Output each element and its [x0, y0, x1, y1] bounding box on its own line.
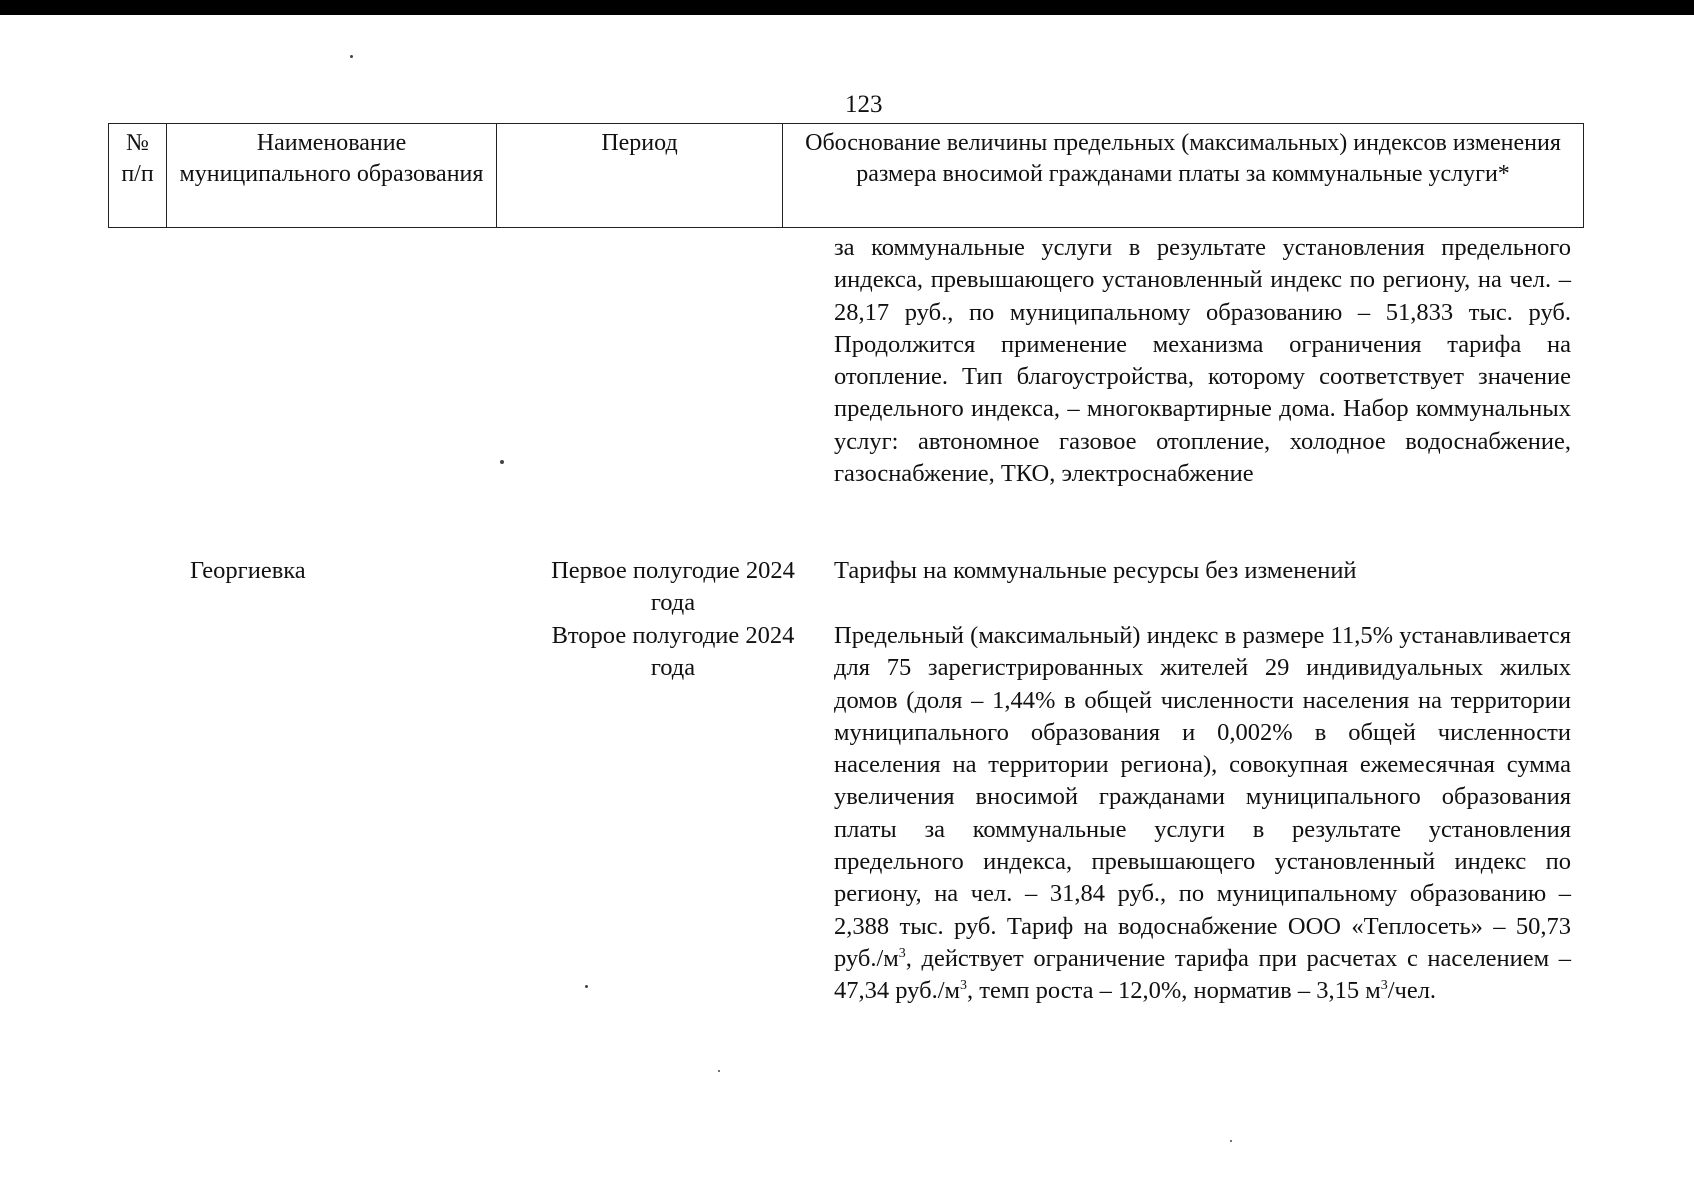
justification-first-half: Тарифы на коммунальные ресурсы без изменений	[834, 557, 1357, 584]
header-row	[109, 124, 1584, 228]
header-col-period: Период	[497, 124, 783, 228]
scan-speck	[500, 460, 504, 464]
scan-speck	[350, 55, 353, 58]
justification-text-a: Предельный (максимальный) индекс в размере 11,5% устанавливается для 75 зарегистрированных жителей 29 индивидуальных жилых домов (доля – 1,44% в общей численности населения на территории муниципального образования и 0,002% в общей численности населения на территории региона), совокупная ежемесячная сумма увеличения вносимой гражданами муниципального образования платы за коммунальные услуги в результате установления предельного индекса, превышающего установленный индекс по региону, на чел. – 31,84 руб., по муниципальному образованию – 2,388 тыс. руб. Тариф на водоснабжение ООО «Теплосеть» – 50,73 руб./м	[834, 622, 1571, 972]
header-col-number: № п/п	[109, 124, 167, 228]
superscript-cubic-1: 3	[898, 945, 906, 961]
justification-text-c: , темп роста – 12,0%, норматив – 3,15 м	[967, 977, 1381, 1005]
scan-top-border	[0, 0, 1694, 15]
period-first-half: Первое полугодие 2024 года	[551, 557, 795, 617]
justification-second-half	[834, 620, 1571, 1008]
scan-speck	[718, 1070, 720, 1072]
justification-text-b: , действует ограничение тарифа при расчетах с населением – 47,34 руб./м	[834, 944, 1571, 1005]
scan-speck	[585, 985, 588, 988]
superscript-cubic-3: 3	[1380, 978, 1388, 994]
table-header	[108, 123, 1584, 228]
header-col-municipality: Наименование муниципального образования	[167, 124, 497, 228]
justification-text-d: /чел.	[1387, 977, 1437, 1005]
continuation-justification: за коммунальные услуги в результате установления предельного индекса, превышающего установленный индекс по региону, на чел. – 28,17 руб., по муниципальному образованию – 51,833 тыс. руб. Продолжится применение механизма ограничения тарифа на отопление. Тип благоустройства, которому соответствует значение предельного индекса, – многоквартирные дома. Набор коммунальных услуг: автономное газовое отопление, холодное водоснабжение, газоснабжение, ТКО, электроснабжение	[834, 234, 1571, 488]
header-col-justification: Обоснование величины предельных (максимальных) индексов изменения размера вносимой гражданами платы за коммунальные услуги*	[783, 124, 1584, 228]
superscript-cubic-2: 3	[960, 978, 968, 994]
municipality-name: Георгиевка	[190, 557, 306, 584]
period-second-half: Второе полугодие 2024 года	[551, 622, 795, 682]
scan-speck	[1230, 1140, 1232, 1142]
page-number: 123	[845, 91, 883, 118]
